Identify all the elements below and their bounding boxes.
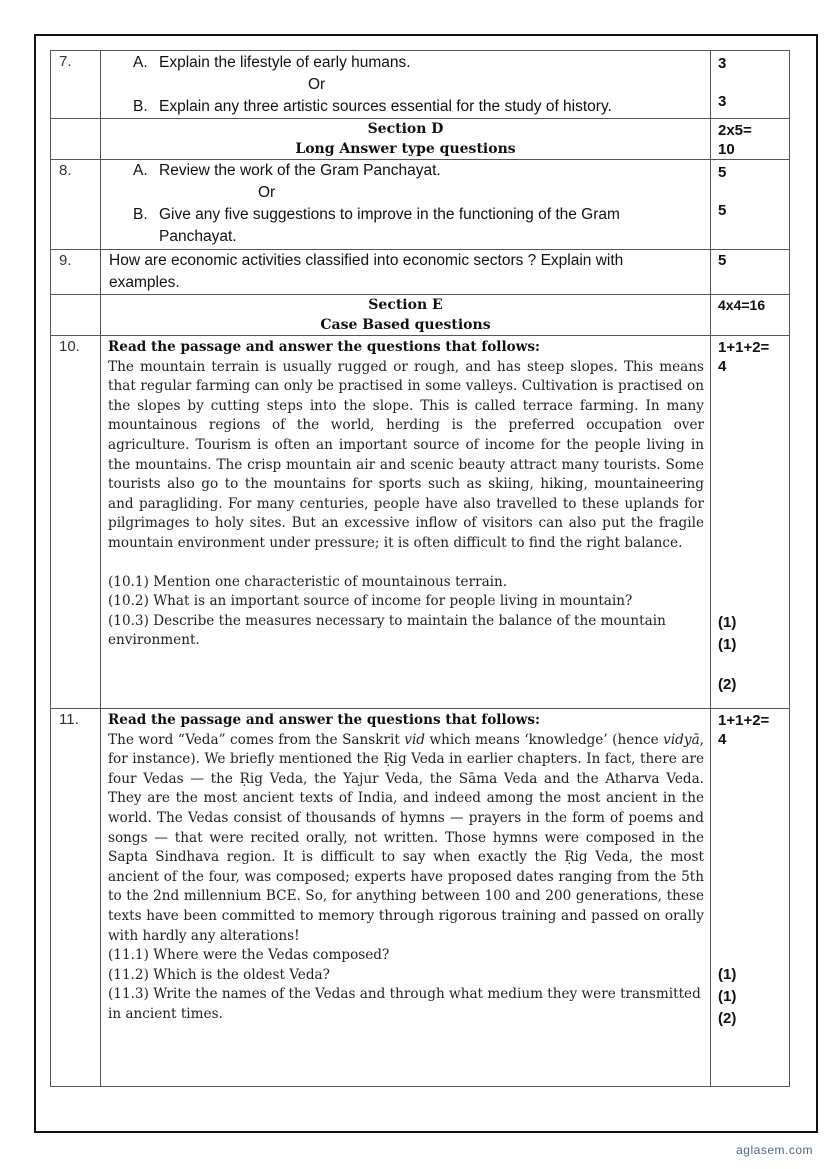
section-e-row [51,295,790,336]
marks: 10 [718,141,735,158]
marks: 3 [718,93,727,110]
option-label: A. [133,54,148,71]
marks: 5 [711,250,790,295]
option-label: A. [133,162,148,179]
marks: 4 [718,358,727,375]
sub-question: (11.1) Where were the Vedas composed? [108,947,390,964]
section-subtitle: Long Answer type questions [295,141,516,157]
passage-heading: Read the passage and answer the questions that follows: [108,712,541,728]
marks: 3 [718,55,727,72]
footer-site-link[interactable]: aglasem.com [736,1143,813,1157]
section-subtitle: Case Based questions [320,317,491,333]
question-text: How are economic activities classified into economic sectors ? Explain with examples. [101,250,711,295]
sub-question: (10.3) Describe the measures necessary to maintain the balance of the mountain environment. [108,612,666,649]
option-label: B. [133,206,148,223]
marks: 1+1+2= [718,339,770,356]
option-label: B. [133,98,148,115]
or-separator: Or [258,184,276,201]
marks: 2x5= [718,122,752,139]
sub-marks: (1) [718,614,737,631]
section-d-row [51,119,790,160]
section-title: Section E [368,297,443,313]
passage-text: The word “Veda” comes from the Sanskrit vid which means ‘knowledge’ (hence vidyā, for instance). We briefly mentioned the Ṛig Veda in earlier chapters. In fact, there are four Vedas — the Ṛig Veda, the Yajur Veda, the Sāma Veda and the Atharva Veda. They are the most ancient texts of India, and indeed among the most ancient in the world. The Vedas consist of thousands of hymns — prayers in the form of poems and songs — that were recited orally, not written. Those hymns were composed in the Sapta Sindhava region. It is difficult to say when exactly the Ṛig Veda, the most ancient of the four, was composed; experts have proposed dates ranging from the 5th to the 2nd millennium BCE. So, for anything between 100 and 200 generations, these texts have been committed to memory through rigorous training and passed on orally with hardly any alterations! [108,731,704,944]
sub-marks: (1) [718,636,737,653]
option-b-text: Give any five suggestions to improve in the functioning of the Gram Panchayat. [159,206,620,245]
passage-text: The mountain terrain is usually rugged or rough, and has steep slopes. This means that regular farming can only be practised in some valleys. Cultivation is practised on the slopes by cutting steps into the slope. This is called terrace farming. In many mountainous regions of the world, herding is the preferred occupation over agriculture. Tourism is often an important source of income for the people living in the mountains. The crisp mountain air and scenic beauty attract many tourists. Some tourists also go to the mountains for sports such as skiing, hiking, mountaineering and paragliding. For many centuries, people have also travelled to these uplands for pilgrimages to holy sites. But an excessive inflow of visitors can also put the fragile mountain environment under pressure; it is often difficult to find the right balance. [108,358,704,551]
option-a-text: Review the work of the Gram Panchayat. [159,162,441,179]
question-row-8 [51,160,790,250]
sub-question: (10.2) What is an important source of income for people living in mountain? [108,593,633,610]
question-number: 11. [51,709,101,1087]
sub-question: (11.2) Which is the oldest Veda? [108,966,330,983]
passage-heading: Read the passage and answer the questions that follows: [108,339,541,355]
option-b-text: Explain any three artistic sources essential for the study of history. [159,98,612,115]
question-number: 8. [51,160,101,250]
sub-marks: (2) [718,1010,737,1027]
question-row-11 [51,709,790,1087]
question-row-10 [51,336,790,709]
question-row-9 [51,250,790,295]
sub-question: (11.3) Write the names of the Vedas and through what medium they were transmitted in ancient times. [108,986,701,1022]
sub-question: (10.1) Mention one characteristic of mountainous terrain. [108,573,508,590]
marks: 5 [718,202,727,219]
question-row-7 [51,51,790,119]
section-title: Section D [367,121,444,137]
question-number: 9. [51,250,101,295]
question-table [50,50,790,1087]
sub-marks: (2) [718,676,737,693]
sub-marks: (1) [718,966,737,983]
question-number: 7. [51,51,101,119]
marks: 5 [718,164,727,181]
marks: 4 [718,731,727,748]
option-a-text: Explain the lifestyle of early humans. [159,54,411,71]
or-separator: Or [308,76,326,93]
question-number: 10. [51,336,101,709]
sub-marks: (1) [718,988,737,1005]
marks: 4x4=16 [711,295,790,336]
marks: 1+1+2= [718,712,770,729]
